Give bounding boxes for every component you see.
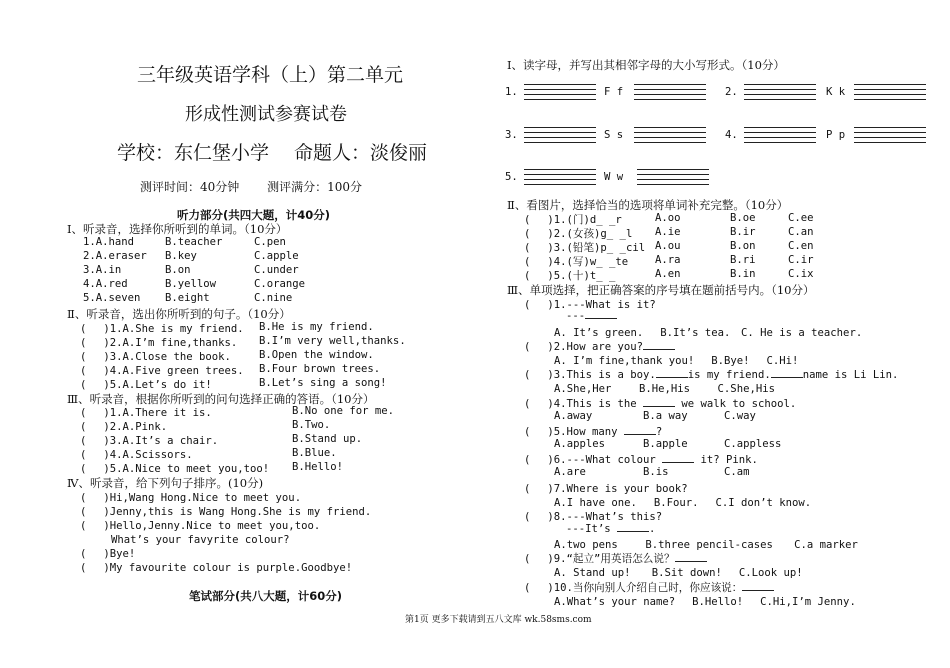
question-7: ( )7.Where is your book? — [524, 483, 688, 495]
letter-pair: S s — [604, 129, 624, 141]
list-item: C.pen — [254, 236, 286, 248]
listening-s4-heading: Ⅳ、听录音，给下列句子排序。(10分) — [67, 476, 264, 490]
list-item: B.in — [730, 268, 756, 280]
list-item: ( )1.A.She is my friend. — [80, 323, 244, 335]
exam-title: 三年级英语学科（上）第二单元 — [137, 64, 404, 86]
question-9-options: A. Stand up! B.Sit down! C.Look up! — [554, 567, 803, 579]
question-text: . — [649, 523, 656, 535]
list-item: ( )3.(铅笔)p_ _cil — [524, 242, 646, 254]
list-item: ( )5.(十)t_ _ — [524, 270, 616, 282]
list-item: 3.A.in — [83, 264, 122, 276]
letter-pair: F f — [604, 86, 624, 98]
question-1-options: A. It’s green. B.It’s tea. C. He is a teacher. — [554, 327, 863, 339]
question-5 — [524, 424, 662, 439]
list-item: 2.A.eraser — [83, 250, 147, 262]
list-item: A.ra — [655, 254, 681, 266]
question-text: ( )6.---What colour — [524, 454, 663, 466]
school-line: 学校：东仁堡小学 命题人：淡俊丽 — [117, 142, 428, 164]
list-item: ( )4.(写)w_ _te — [524, 256, 629, 268]
writing-lines[interactable] — [634, 84, 706, 106]
question-text: ? — [655, 426, 663, 438]
writing-lines[interactable] — [524, 169, 596, 191]
list-item: ( )2.A.Pink. — [80, 421, 168, 433]
question-text: is my friend. — [687, 369, 771, 381]
exam-subtitle: 形成性测试参赛试卷 — [185, 104, 347, 125]
answer-blank[interactable] — [617, 531, 649, 532]
question-7-options: A.I have one. B.Four. C.I don’t know. — [554, 497, 812, 509]
option-a: A.away — [554, 410, 593, 422]
writing-lines[interactable] — [854, 84, 926, 106]
option-c: C.way — [724, 410, 756, 422]
list-item: B.ri — [730, 254, 756, 266]
written-title: 笔试部分(共八大题，计60分) — [189, 589, 343, 603]
answer-blank[interactable] — [662, 462, 694, 463]
list-item: C.an — [788, 226, 814, 238]
list-item: What’s your favyrite colour? — [94, 534, 290, 546]
list-item: B.Four brown trees. — [259, 363, 381, 375]
question-3-options: A.She,Her B.He,His C.She,His — [554, 383, 775, 395]
page-footer: 第1页 更多下载请到五八文库 wk.58sms.com — [405, 615, 592, 625]
r3-heading: Ⅲ、单项选择，把正确答案的序号填在题前括号内。（10分） — [507, 283, 815, 297]
list-item: C.ix — [788, 268, 814, 280]
writing-lines[interactable] — [854, 127, 926, 149]
listening-s1-heading: Ⅰ、听录音，选择你所听到的单词。（10分） — [67, 222, 288, 236]
list-item: B.ir — [730, 226, 756, 238]
answer-blank[interactable] — [675, 561, 707, 562]
list-item: B.teacher — [165, 236, 223, 248]
question-8-options: A.two pens B.three pencil-cases C.a marker — [554, 539, 858, 551]
listening-title: 听力部分(共四大题，计40分) — [177, 208, 331, 222]
writing-lines[interactable] — [637, 169, 709, 191]
writing-lines[interactable] — [634, 127, 706, 149]
question-text: it? Pink. — [694, 454, 758, 466]
letter-pair: W w — [604, 171, 624, 183]
item-number: 5. — [505, 171, 518, 183]
writing-lines[interactable] — [744, 127, 816, 149]
list-item: B.Let’s sing a song! — [259, 377, 387, 389]
list-item: A.ie — [655, 226, 681, 238]
option-c: C.am — [724, 466, 750, 478]
r2-heading: Ⅱ、看图片，选择恰当的选项将单词补充完整。（10分） — [507, 198, 789, 212]
r1-heading: Ⅰ、读字母，并写出其相邻字母的大小写形式。（10分） — [507, 58, 785, 72]
time-line: 测评时间：40分钟 测评满分：100分 — [140, 180, 362, 194]
list-item: ( )Hello,Jenny.Nice to meet you,too. — [80, 520, 321, 532]
option-a: A.apples — [554, 438, 606, 450]
option-a: A.are — [554, 466, 586, 478]
list-item: 5.A.seven — [83, 292, 141, 304]
list-item: C.orange — [254, 278, 306, 290]
list-item: B.yellow — [165, 278, 217, 290]
list-item: A.oo — [655, 212, 681, 224]
list-item: B.Two. — [292, 419, 331, 431]
item-number: 1. — [505, 86, 518, 98]
list-item: C.apple — [254, 250, 299, 262]
listening-s2-heading: Ⅱ、听录音，选出你所听到的句子。（10分） — [67, 307, 291, 321]
question-3 — [524, 367, 898, 382]
list-item: B.Stand up. — [292, 433, 363, 445]
list-item: B.Blue. — [292, 447, 337, 459]
list-item: ( )3.A.It’s a chair. — [80, 435, 219, 447]
question-1: ( )1.---What is it? — [524, 299, 656, 311]
list-item: ( )1.(门)d_ _r — [524, 214, 622, 226]
list-item: ( )4.A.Five green trees. — [80, 365, 244, 377]
writing-lines[interactable] — [524, 84, 596, 106]
item-number: 3. — [505, 129, 518, 141]
list-item: C.ir — [788, 254, 814, 266]
list-item: C.nine — [254, 292, 293, 304]
list-item: C.ee — [788, 212, 814, 224]
list-item: 1.A.hand — [83, 236, 135, 248]
list-item: B.oe — [730, 212, 756, 224]
question-text: ---It’s — [566, 523, 618, 535]
list-item: B.Hello! — [292, 461, 344, 473]
item-number: 4. — [725, 129, 738, 141]
writing-lines[interactable] — [524, 127, 596, 149]
list-item: B.No one for me. — [292, 405, 395, 417]
list-item: ( )Bye! — [80, 548, 136, 560]
list-item: ( )2.(女孩)g_ _l — [524, 228, 633, 240]
list-item: A.en — [655, 268, 681, 280]
list-item: B.key — [165, 250, 197, 262]
option-b: B.a way — [643, 410, 688, 422]
answer-blank[interactable] — [624, 434, 656, 435]
list-item: ( )2.A.I’m fine,thanks. — [80, 337, 238, 349]
option-b: B.is — [643, 466, 669, 478]
list-item: ( )3.A.Close the book. — [80, 351, 231, 363]
letter-pair: P p — [826, 129, 846, 141]
list-item: ( )My favourite colour is purple.Goodbye! — [80, 562, 353, 574]
option-c: C.appless — [724, 438, 782, 450]
list-item: B.on — [165, 264, 191, 276]
question-2 — [524, 339, 675, 354]
list-item: B.He is my friend. — [259, 321, 374, 333]
listening-s3-heading: Ⅲ、听录音，根据你所听到的问句选择正确的答语。（10分） — [67, 392, 375, 406]
list-item: ( )1.A.There it is. — [80, 407, 212, 419]
list-item: ( )4.A.Scissors. — [80, 449, 193, 461]
answer-blank[interactable] — [742, 590, 774, 591]
list-item: B.I’m very well,thanks. — [259, 335, 406, 347]
answer-blank[interactable] — [643, 406, 675, 407]
question-6 — [524, 452, 758, 467]
list-item: A.ou — [655, 240, 681, 252]
list-item: 4.A.red — [83, 278, 128, 290]
question-10-options: A.What’s your name? B.Hello! C.Hi,I’m Jenny. — [554, 596, 856, 608]
list-item: B.on — [730, 240, 756, 252]
list-item: ( )Jenny,this is Wang Hong.She is my friend. — [80, 506, 372, 518]
question-4 — [524, 396, 796, 411]
question-8: ( )8.---What’s this? — [524, 511, 663, 523]
item-number: 2. — [725, 86, 738, 98]
reply-dash: --- — [566, 310, 586, 322]
question-text: ( )2.How are you? — [524, 341, 644, 353]
question-text: name is Li Lin. — [802, 369, 899, 381]
list-item: B.eight — [165, 292, 210, 304]
writing-lines[interactable] — [744, 84, 816, 106]
list-item: ( )Hi,Wang Hong.Nice to meet you. — [80, 492, 302, 504]
question-text: ( )3.This is a boy. — [524, 369, 656, 381]
question-1-reply — [566, 310, 617, 322]
question-text: we walk to school. — [675, 398, 797, 410]
question-9 — [524, 551, 707, 566]
answer-blank[interactable] — [643, 349, 675, 350]
question-text: ( )10.当你向别人介绍自己时，你应该说： — [524, 582, 743, 594]
letter-pair: K k — [826, 86, 846, 98]
list-item: C.en — [788, 240, 814, 252]
answer-blank[interactable] — [585, 318, 617, 319]
question-text: ( )4.This is the — [524, 398, 644, 410]
question-2-options: A. I’m fine,thank you! B.Bye! C.Hi! — [554, 355, 799, 367]
list-item: B.Open the window. — [259, 349, 374, 361]
question-text: ( )5.How many — [524, 426, 624, 438]
answer-blank[interactable] — [656, 377, 688, 378]
list-item: C.under — [254, 264, 299, 276]
option-b: B.apple — [643, 438, 688, 450]
list-item: ( )5.A.Nice to meet you,too! — [80, 463, 270, 475]
question-8-reply — [566, 523, 655, 535]
question-text: ( )9.“起立”用英语怎么说？ — [524, 553, 675, 565]
answer-blank[interactable] — [771, 377, 803, 378]
question-10 — [524, 580, 774, 595]
list-item: ( )5.A.Let’s do it! — [80, 379, 212, 391]
